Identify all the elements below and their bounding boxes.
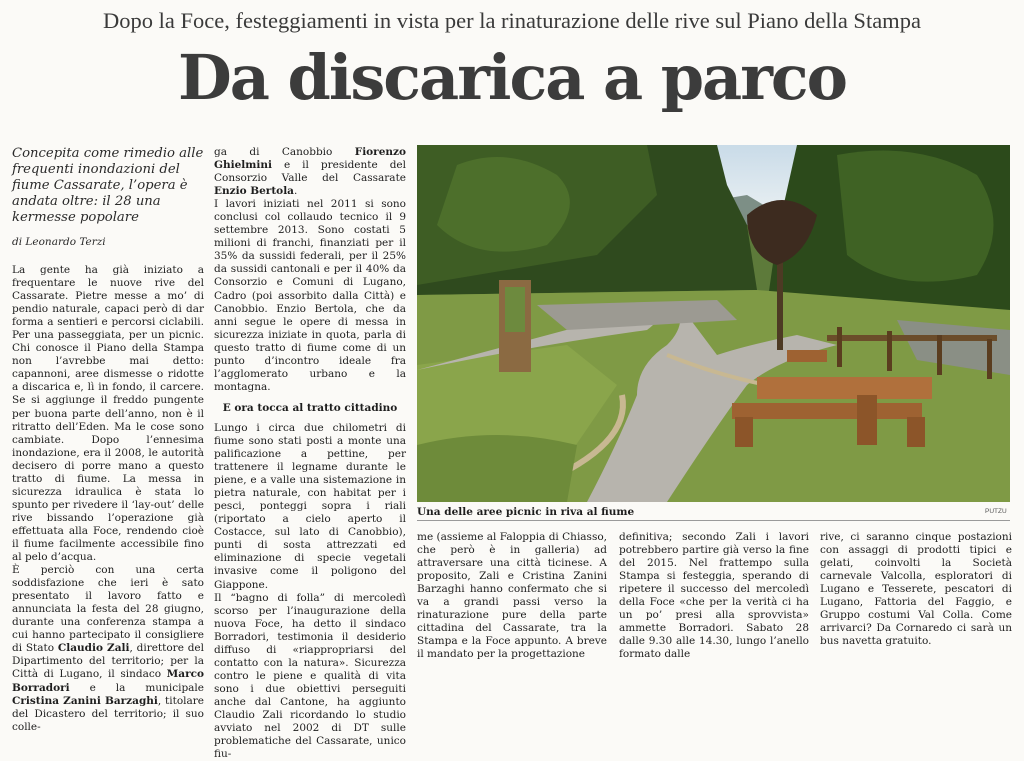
paragraph: I lavori iniziati nel 2011 si sono conclusi col collaudo tecnico il 9 settembre 2013. Sono costati 5 milioni di franchi, finanziati per il 35% da sussidi federali, per il 25% da sussidi cantonali e per il 40% da Consorzio e Comuni di Lugano, Cadro (poi assorbito dalla Città) e Canobbio. Enzio Bertola, che da anni segue le opere di messa in sicurezza iniziate in quota, parla di questo tratto di fiume come di un punto d’incontro ideale fra l’agglomerato urbano e la montagna. [214, 198, 406, 393]
paragraph: È perciò con una certa soddisfazione che ieri è sato presentato il lavoro fatto e annunciata la festa del 28 giugno, durante una conferenza stampa a cui hanno partecipato il consigliere di Stato Claudio Zali, direttore del Dipartimento del territorio; per la Città di Lugano, il sindaco Marco Borradori e la municipale Cristina Zanini Barzaghi, titolare del Dicastero del territorio; il suo colle- [12, 564, 204, 733]
person-name: Cristina Zanini Barzaghi [12, 694, 158, 707]
caption-rule [417, 520, 1010, 521]
subheading: E ora tocca al tratto cittadino [222, 401, 398, 414]
paragraph: La gente ha già iniziato a frequentare le nuove rive del Cassarate. Pietre messe a mo’ di pendio naturale, capaci però di dar forma a sentieri e percorsi ciclabili. Per una passeggiata, per un picnic. Chi conosce il Piano della Stampa non l’avrebbe mai detto: capannoni, aree dismesse o ridotte a discarica e, lì in fondo, il carcere. Se si aggiunge il freddo pungente per buona parte dell’anno, non è il ritratto dell’Eden. Ma le cose sono cambiate. Dopo l’ennesima inondazione, era il 2008, le autorità decisero di porre mano a questo tratto di fiume. La messa in sicurezza idraulica è stata lo spunto per rivedere il ‘lay-out’ delle rive bissando l’operazione già effettuata alla Foce, rendendo cioè il fiume facilmente accessibile fino al pelo d’acqua. [12, 264, 204, 564]
paragraph: definitiva; secondo Zali i lavori potrebbero partire già verso la fine del 2015. Nel frattempo sulla Stampa si festeggia, sperando di ripetere il successo del mercoledì della Foce «che per la verità ci ha un po’ presi alla sprovvista» ammette Borradori. Sabato 28 dalle 9.30 alle 14.30, lungo l’anello formato dalle [619, 531, 809, 661]
article-column-2 [214, 146, 406, 761]
paragraph: ga di Canobbio Fiorenzo Ghielmini e il presidente del Consorzio Valle del Cassarate Enzio Bertola. [214, 146, 406, 198]
person-name: Enzio Bertola [214, 185, 294, 198]
kicker: Dopo la Foce, festeggiamenti in vista per la rinaturazione delle rive sul Piano della Stampa [103, 8, 921, 33]
article-column-4 [619, 531, 809, 661]
article-column-3 [417, 531, 607, 661]
article-photo [417, 145, 1010, 502]
paragraph: Il “bagno di folla” di mercoledì scorso per l’inaugurazione della nuova Foce, ha detto il sindaco Borradori, testimonia il desiderio diffuso di «riappropriarsi del contatto con la natura». Sicurezza contro le piene e qualità di vita sono i due obiettivi perseguiti anche dal Cantone, ha aggiunto Claudio Zali ricordando lo studio avviato nel 2002 di DT sulle problematiche del Cassarate, unico fiu- [214, 591, 406, 761]
person-name: Claudio Zali [57, 642, 130, 655]
person-name: Marco Borradori [12, 668, 204, 694]
article-column-5 [820, 531, 1012, 648]
byline: di Leonardo Terzi [12, 236, 106, 248]
article-column-1 [12, 264, 204, 733]
person-name: Fiorenzo Ghielmini [214, 146, 406, 172]
paragraph: Lungo i circa due chilometri di fiume sono stati posti a monte una palificazione a pettine, per trattenere il legname durante le piene, e a valle una sistemazione in pietra naturale, con habitat per i pesci, ponteggi sopra i riali (riportato a cielo aperto il Costacce, sul lato di Canobbio), punti di sosta attrezzati ed eliminazione di specie vegetali invasive come il poligono del Giappone. [214, 421, 406, 591]
photo-caption: Una delle aree picnic in riva al fiume [417, 506, 635, 518]
photo-credit: PUTZU [985, 508, 1007, 515]
paragraph: rive, ci saranno cinque postazioni con assaggi di prodotti tipici e gelati, coinvolti la Società carnevale Valcolla, esploratori di Lugano e Tesserete, pescatori di Lugano, Fattoria del Faggio, e Gruppo costumi Val Colla. Come arrivarci? Da Cornaredo ci sarà un bus navetta gratuito. [820, 531, 1012, 648]
paragraph: me (assieme al Faloppia di Chiasso, che però è in galleria) ad attraversare una città ticinese. A proposito, Zali e Cristina Zanini Barzaghi hanno confermato che si va a grandi passi verso la rinaturazione pure della parte cittadina del Cassarate, tra la Stampa e la Foce appunto. A breve il mandato per la progettazione [417, 531, 607, 661]
lede: Concepita come rimedio alle frequenti inondazioni del fiume Cassarate, l’opera è andata oltre: il 28 una kermesse popolare [12, 146, 204, 225]
headline: Da discarica a parco [177, 41, 847, 114]
